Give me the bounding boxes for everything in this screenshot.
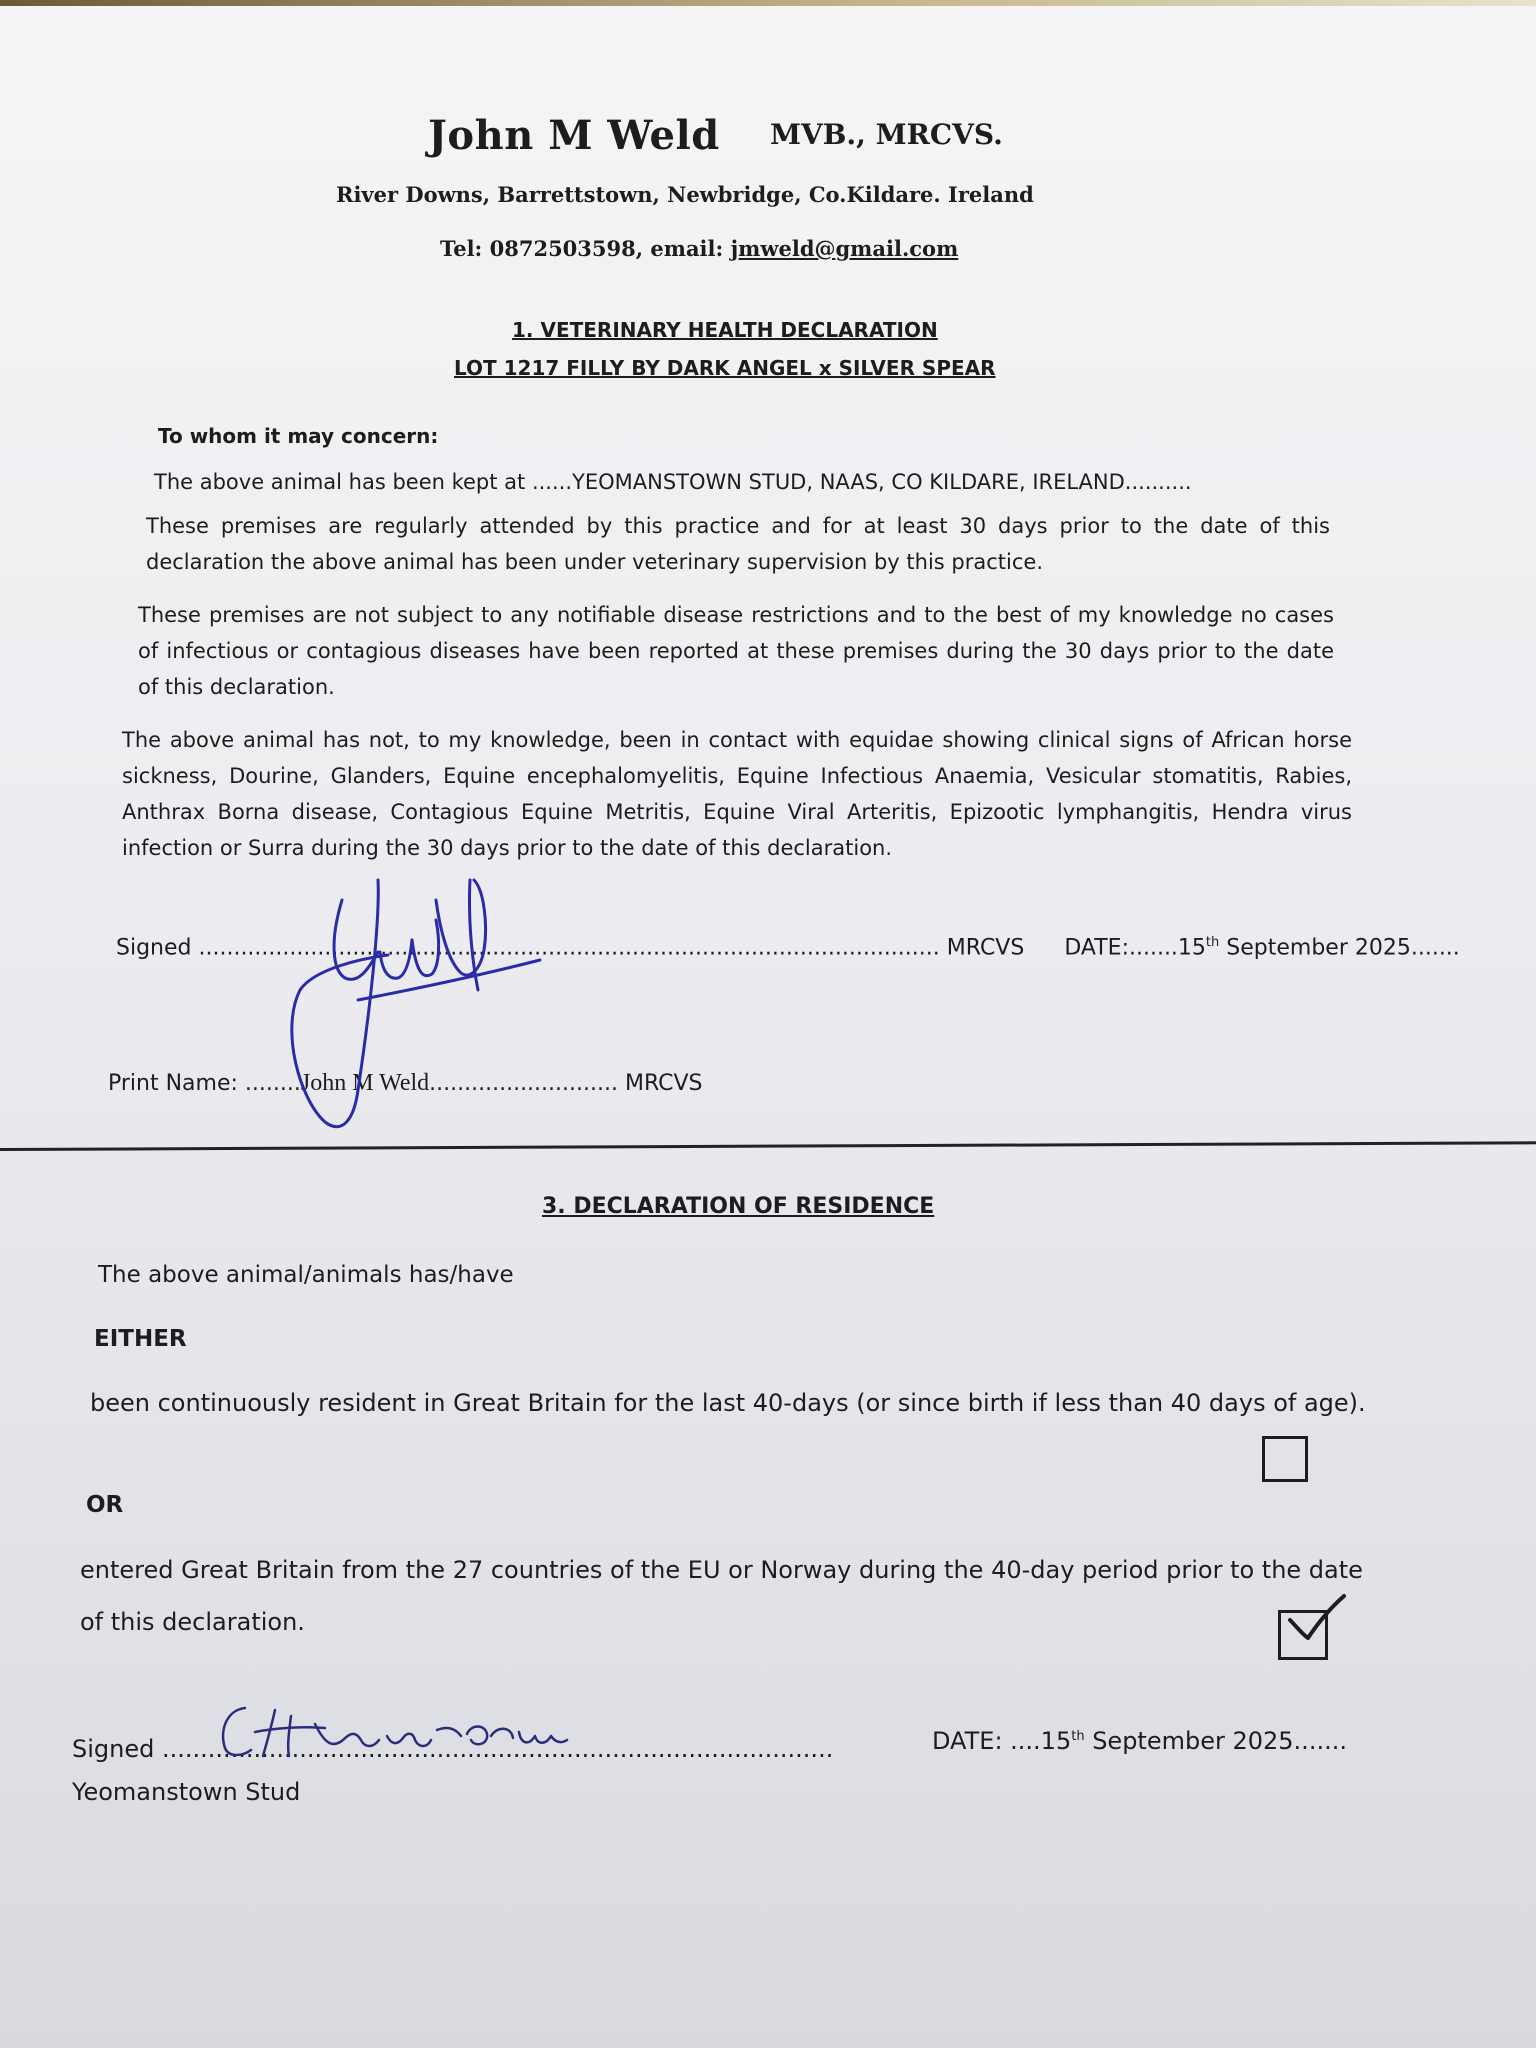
section-divider xyxy=(0,1141,1536,1151)
or-label: OR xyxy=(86,1492,124,1518)
vet-date-prefix: DATE:.......15 xyxy=(1064,935,1206,961)
stud-date-line xyxy=(932,1727,1347,1755)
vet-telephone: Tel: 0872503598, email: xyxy=(440,236,731,261)
residence-intro: The above animal/animals has/have xyxy=(98,1262,514,1288)
check-mark-icon xyxy=(1282,1592,1352,1652)
disease-contact-paragraph: The above animal has not, to my knowledge, been in contact with equidae showing clinical signs of African horse sickness, Dourine, Glanders, Equine encephalomyelitis, Equine Infectious Anaemia, Vesicular stomatitis, Rabies, Anthrax Borna disease, Contagious Equine Metritis, Equine Viral Arteritis, Epizootic lymphangitis, Hendra virus infection or Surra during the 30 days prior to the date of this declaration. xyxy=(122,728,1352,860)
print-name-suffix: ........................... MRCVS xyxy=(429,1071,703,1096)
stud-signed-line: Signed ........................................................................................ xyxy=(72,1735,834,1763)
vet-signed-label: Signed .......................................................................................................... xyxy=(116,935,940,961)
background-edge xyxy=(0,0,1536,6)
stud-name: Yeomanstown Stud xyxy=(72,1778,301,1806)
stud-date-rest: September 2025....... xyxy=(1084,1727,1347,1755)
vet-date-rest: September 2025....... xyxy=(1219,935,1460,961)
restrictions-paragraph: These premises are not subject to any notifiable disease restrictions and to the best of my knowledge no cases of infectious or contagious diseases have been reported at these premises during the 30 days prior to the date of this declaration. xyxy=(138,603,1334,699)
option-entered-text: entered Great Britain from the 27 countries of the EU or Norway during the 40-day period prior to the date of this declaration. xyxy=(80,1556,1363,1636)
stud-signature-drawing xyxy=(215,1700,635,1770)
stud-date-suffix: th xyxy=(1071,1729,1085,1744)
vet-signature-drawing xyxy=(270,860,570,1140)
vet-qualifications: MVB., MRCVS. xyxy=(770,118,1003,151)
vet-address: River Downs, Barrettstown, Newbridge, Co.Kildare. Ireland xyxy=(336,182,1034,207)
vet-email: jmweld@gmail.com xyxy=(730,236,959,261)
either-label: EITHER xyxy=(94,1326,187,1352)
lot-title: LOT 1217 FILLY BY DARK ANGEL x SILVER SPEAR xyxy=(454,356,996,380)
vet-date-suffix: th xyxy=(1205,935,1220,950)
section-3-title: 3. DECLARATION OF RESIDENCE xyxy=(542,1194,935,1219)
option-resident-checkbox[interactable] xyxy=(1262,1436,1308,1482)
section-1-title: 1. VETERINARY HEALTH DECLARATION xyxy=(512,318,938,342)
salutation: To whom it may concern: xyxy=(158,424,439,448)
vet-signed-suffix: MRCVS xyxy=(946,935,1025,961)
print-name-label: Print Name: ........ xyxy=(108,1071,301,1096)
vet-name: John M Weld xyxy=(428,112,720,159)
stud-date-prefix: DATE: ....15 xyxy=(932,1727,1072,1755)
option-resident-text: been continuously resident in Great Britain for the last 40-days (or since birth if less than 40 days of age). xyxy=(90,1389,1366,1417)
supervision-paragraph: These premises are regularly attended by this practice and for at least 30 days prior to the date of this declaration the above animal has been under veterinary supervision by this practice. xyxy=(146,514,1330,574)
print-name-value: John M Weld xyxy=(300,1070,430,1096)
kept-at-line: The above animal has been kept at ......YEOMANSTOWN STUD, NAAS, CO KILDARE, IRELAND.......... xyxy=(154,470,1192,494)
vet-contact xyxy=(440,236,958,261)
